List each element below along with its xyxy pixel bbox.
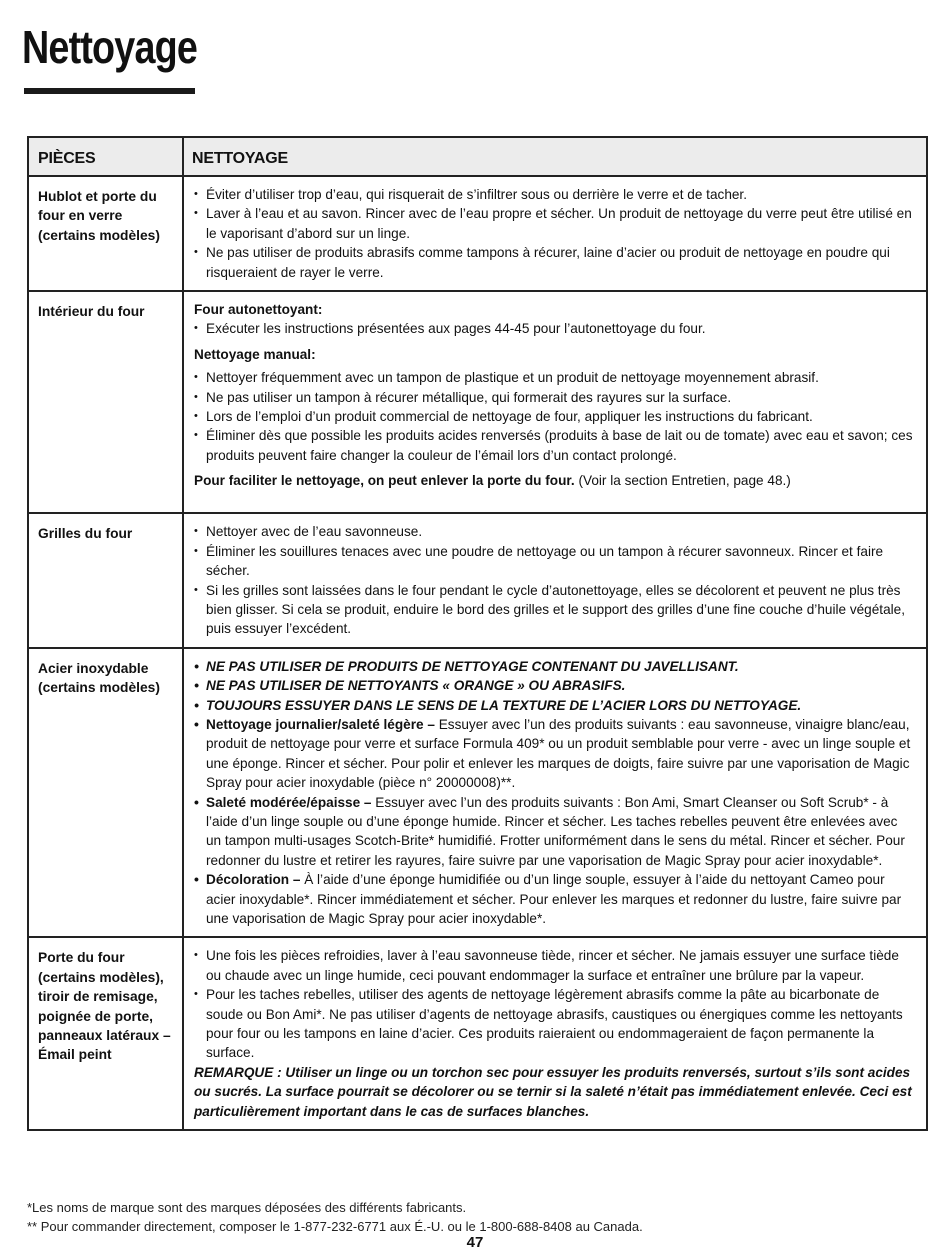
header-pieces: PIÈCES — [28, 137, 183, 176]
bullet-list — [194, 185, 916, 282]
footnotes — [27, 1198, 643, 1236]
bullet-list — [194, 319, 916, 338]
table-row — [28, 176, 927, 291]
list-item: • Saleté modérée/épaisse – Essuyer avec l’un des produits suivants : Bon Ami, Smart Cleanser ou Soft Scrub* - à l’aide d’un linge souple ou d’une éponge humide. Rincer et sécher. Les taches rebelles peuvent être enlevées avec un tampon multi-usages Scotch-Brite* humidifié. Frotter uniformément dans le sens du métal. Rincer et sécher. Pour redonner du lustre et retirer les rayures, faire suivre par une vaporisation de Magic Spray pour acier inoxydable*. — [194, 793, 916, 871]
header-nettoyage: NETTOYAGE — [183, 137, 927, 176]
part-name: Intérieur du four — [28, 291, 183, 513]
list-item: • Lors de l’emploi d’un produit commercial de nettoyage de four, appliquer les instructions du fabricant. — [194, 407, 916, 426]
list-item: • Ne pas utiliser un tampon à récurer métallique, qui formerait des rayures sur la surface. — [194, 388, 916, 407]
part-name: Porte du four (certains modèles), tiroir de remisage, poignée de porte, panneaux latéraux – Émail peint — [28, 937, 183, 1130]
cleaning-instructions — [183, 937, 927, 1130]
footnote: ** Pour commander directement, composer le 1-877-232-6771 aux É.-U. ou le 1-800-688-8408 au Canada. — [27, 1219, 643, 1234]
footnote: *Les noms de marque sont des marques déposées des différents fabricants. — [27, 1200, 467, 1215]
warning-item: • TOUJOURS ESSUYER DANS LE SENS DE LA TEXTURE DE L’ACIER LORS DU NETTOYAGE. — [194, 696, 916, 715]
list-item: • Nettoyer avec de l’eau savonneuse. — [194, 522, 916, 541]
door-removal-note: Pour faciliter le nettoyage, on peut enlever la porte du four. (Voir la section Entretien, page 48.) — [194, 473, 791, 489]
bullet-list — [194, 946, 916, 1062]
subheading: Four autonettoyant: — [194, 302, 323, 318]
list-item: • Éliminer les souillures tenaces avec une poudre de nettoyage ou un tampon à récurer savonneux. Rincer et faire sécher. — [194, 542, 916, 581]
bullet-list — [194, 522, 916, 638]
list-item: • Si les grilles sont laissées dans le four pendant le cycle d’autonettoyage, elles se décolorent et peuvent ne plus très bien glisser. Si cela se produit, enduire le bord des grilles et le support des grilles d’une fine couche d’huile végétale, puis essuyer l’excédent. — [194, 581, 916, 639]
warning-item: • NE PAS UTILISER DE NETTOYANTS « ORANGE » OU ABRASIFS. — [194, 676, 916, 695]
page-number: 47 — [466, 1234, 484, 1251]
list-item: • Une fois les pièces refroidies, laver à l’eau savonneuse tiède, rincer et sécher. Ne jamais essuyer une surface tiède ou chaude avec un linge humide, ceci pouvant endommager la surface et entraîner une brûlure par la vapeur. — [194, 946, 916, 985]
subheading: Nettoyage manual: — [194, 346, 316, 362]
page-title: Nettoyage — [22, 21, 197, 73]
list-item: • Décoloration – À l’aide d’une éponge humidifiée ou d’un linge souple, essuyer à l’aide du nettoyant Cameo pour acier inoxydable*. Rincer immédiatement et sécher. Pour enlever les marques et redonner du lustre, faire suivre par une vaporisation de Magic Spray pour acier inoxydable*. — [194, 870, 916, 928]
list-item: • Éliminer dès que possible les produits acides renversés (produits à base de lait ou de tomate) avec eau et savon; ces produits peuvent faire changer la couleur de l’émail lors d’un contact prolongé. — [194, 426, 916, 465]
part-name: Acier inoxydable (certains modèles) — [28, 648, 183, 938]
title-underline — [24, 88, 195, 94]
list-item: • Nettoyer fréquemment avec un tampon de plastique et un produit de nettoyage moyennement abrasif. — [194, 368, 916, 387]
table-row — [28, 291, 927, 513]
cleaning-instructions — [183, 513, 927, 647]
cleaning-instructions — [183, 176, 927, 291]
bullet-list — [194, 657, 916, 929]
table-header-row — [28, 137, 927, 176]
cleaning-instructions — [183, 291, 927, 513]
list-item: • Ne pas utiliser de produits abrasifs comme tampons à récurer, laine d’acier ou produit de nettoyage en poudre qui risqueraient de rayer le verre. — [194, 243, 916, 282]
warning-item: • NE PAS UTILISER DE PRODUITS DE NETTOYAGE CONTENANT DU JAVELLISANT. — [194, 657, 916, 676]
list-item: • Pour les taches rebelles, utiliser des agents de nettoyage légèrement abrasifs comme la pâte au bicarbonate de soude ou Bon Ami*. Ne pas utiliser d’agents de nettoyage abrasifs, caustiques ou énergiques comme les nettoyants pour four ou les tampons en laine d’acier. Ces produits raieraient ou endommageraient de façon permanente la surface. — [194, 985, 916, 1063]
part-name: Grilles du four — [28, 513, 183, 647]
bullet-list — [194, 368, 916, 465]
part-name: Hublot et porte du four en verre (certains modèles) — [28, 176, 183, 291]
cleaning-instructions — [183, 648, 927, 938]
cleaning-table — [27, 136, 928, 1131]
list-item: • Nettoyage journalier/saleté légère – Essuyer avec l’un des produits suivants : eau savonneuse, vinaigre blanc/eau, produit de nettoyage pour verre et surface Formula 409* ou un produit semblable pour verre - avec un linge souple et une éponge. Rincer et sécher. Pour polir et enlever les marques de doigts, faire suivre par une vaporisation de Magic Spray pour acier inoxydable (pièce n° 20000008)**. — [194, 715, 916, 793]
list-item: • Éviter d’utiliser trop d’eau, qui risquerait de s’infiltrer sous ou derrière le verre et de tacher. — [194, 185, 916, 204]
table-row — [28, 513, 927, 647]
table-row — [28, 937, 927, 1130]
list-item: • Laver à l’eau et au savon. Rincer avec de l’eau propre et sécher. Un produit de nettoyage du verre peut être utilisé en le vaporisant d’abord sur un linge. — [194, 204, 916, 243]
remark-note: REMARQUE : Utiliser un linge ou un torchon sec pour essuyer les produits renversés, surtout s’ils sont acides ou sucrés. La surface pourrait se décolorer ou se ternir si la saleté n’était pas immédiatement enlevée. Ceci est particulièrement important dans le cas de surfaces blanches. — [194, 1064, 912, 1119]
table-row — [28, 648, 927, 938]
list-item: • Exécuter les instructions présentées aux pages 44-45 pour l’autonettoyage du four. — [194, 319, 916, 338]
